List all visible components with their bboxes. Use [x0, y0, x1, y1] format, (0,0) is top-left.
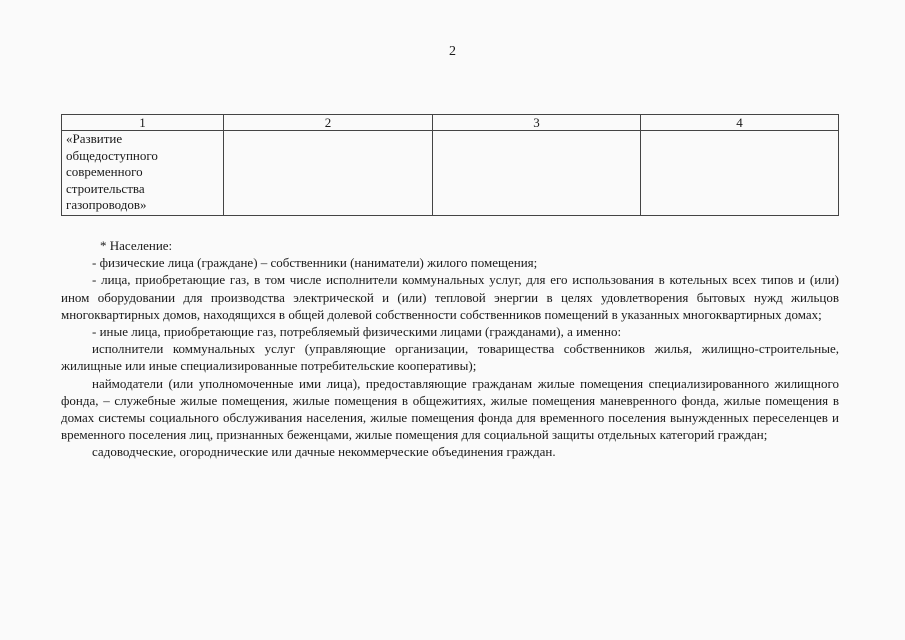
note-item: - лица, приобретающие газ, в том числе исполнители коммунальных услуг, для его использования в котельных всех типов и (или) ином оборудовании для производства электрической и (или) тепловой энергии в целях удовлетворения бытовых нужд жильцов многоквартирных домов, находящихся в общей долевой собственности собственников помещений в указанных многоквартирных домах;	[61, 272, 839, 322]
note-item: - иные лица, приобретающие газ, потребляемый физическими лицами (гражданами), а именно:	[92, 324, 622, 340]
page-number: 2	[449, 44, 456, 59]
column-header-3: 3	[433, 115, 641, 131]
table-header-row	[62, 115, 839, 131]
form-table	[61, 114, 839, 216]
note-item: садоводческие, огороднические или дачные некоммерческие объединения граждан.	[92, 444, 556, 460]
note-item: наймодатели (или уполномоченные ими лица), предоставляющие гражданам жилые помещения специализированного жилищного фонда, – служебные жилые помещения, жилые помещения в общежитиях, жилые помещения маневренного фонда, жилые помещения в домах системы социального обслуживания населения, жилые помещения фонда для временного поселения вынужденных переселенцев и временного поселения лиц, признанных беженцами, жилые помещения для социальной защиты отдельных категорий граждан;	[61, 375, 839, 443]
column-header-4: 4	[641, 115, 839, 131]
note-item: - физические лица (граждане) – собственники (наниматели) жилого помещения;	[92, 255, 538, 271]
note-item: исполнители коммунальных услуг (управляющие организации, товарищества собственников жилья, жилищно-строительные, жилищные или иные специализированные потребительские кооперативы);	[61, 341, 839, 374]
notes-title: * Население:	[100, 238, 173, 253]
table-cell	[62, 131, 224, 216]
notes-section	[61, 237, 839, 461]
table-cell	[433, 131, 641, 216]
table-cell	[641, 131, 839, 216]
cell-text: «Развитие общедоступного современного строительства газопроводов»	[66, 131, 158, 212]
table-cell	[224, 131, 433, 216]
column-header-2: 2	[224, 115, 433, 131]
table-row	[62, 131, 839, 216]
column-header-1: 1	[62, 115, 224, 131]
